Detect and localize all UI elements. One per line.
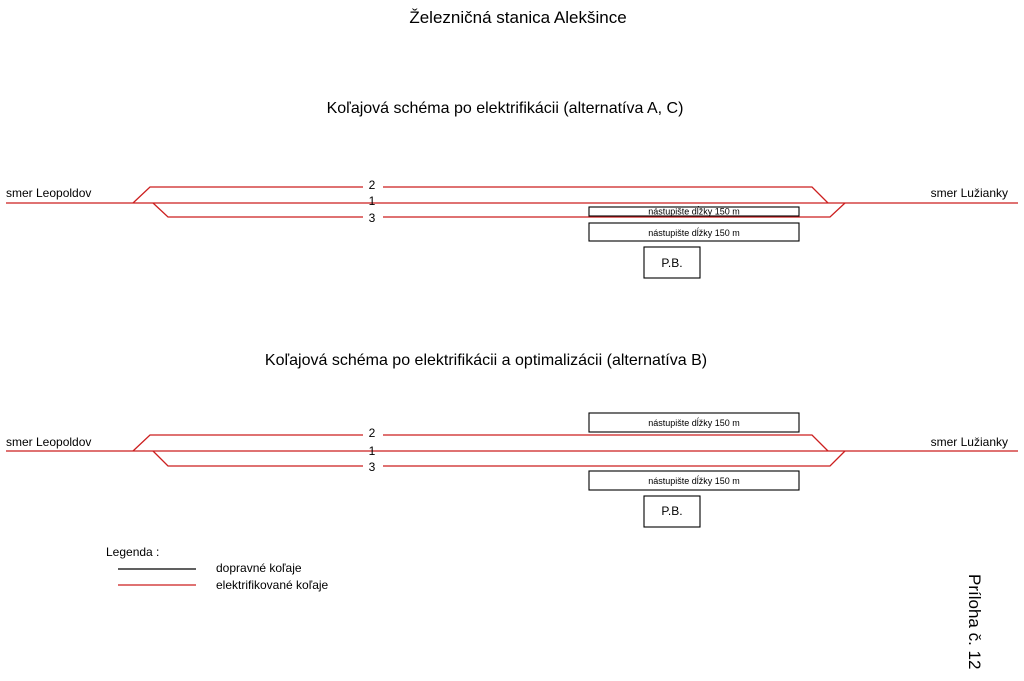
appendix-label: Príloha č. 12 — [965, 574, 984, 670]
scheme-2-track-label-1: 1 — [368, 444, 376, 458]
scheme-2-left-direction: smer Leopoldov — [6, 435, 92, 449]
legend-label-transport: dopravné koľaje — [216, 561, 302, 575]
scheme-1-track-label-2: 2 — [368, 178, 376, 192]
scheme-2-track-3-right — [383, 451, 845, 466]
scheme-1-track-label-1: 1 — [368, 194, 376, 208]
scheme-2-right-direction: smer Lužianky — [930, 435, 1008, 449]
scheme-2-building-label: P.B. — [661, 504, 683, 518]
scheme-1-platform-1-label: nástupište dĺžky 150 m — [648, 206, 740, 217]
scheme-1-track-3 — [153, 203, 363, 217]
scheme-1-building-label: P.B. — [661, 256, 683, 270]
legend-label-electrified: elektrifikované koľaje — [216, 578, 329, 592]
scheme-2-track-2-right — [383, 435, 828, 451]
scheme-2-platform-1-label: nástupište dĺžky 150 m — [648, 418, 740, 428]
scheme-2-track-label-3: 3 — [368, 460, 376, 474]
legend — [106, 545, 329, 592]
page-title: Železničná stanica Alekšince — [409, 8, 627, 27]
scheme-2-track-2 — [133, 435, 363, 451]
scheme-1-track-2-right — [383, 187, 828, 203]
legend-title: Legenda : — [106, 545, 160, 559]
scheme-1-left-direction: smer Leopoldov — [6, 186, 92, 200]
scheme-2-title: Koľajová schéma po elektrifikácii a optimalizácii (alternatíva B) — [264, 352, 708, 369]
scheme-1 — [6, 100, 1018, 278]
scheme-1-right-direction: smer Lužianky — [930, 186, 1008, 200]
scheme-1-platform-2-label: nástupište dĺžky 150 m — [648, 228, 740, 238]
scheme-2 — [6, 352, 1018, 527]
scheme-2-track-label-2: 2 — [368, 426, 376, 440]
scheme-1-track-label-3: 3 — [368, 211, 376, 225]
scheme-2-platform-2-label: nástupište dĺžky 150 m — [648, 476, 740, 486]
scheme-1-title: Koľajová schéma po elektrifikácii (alternatíva A, C) — [326, 100, 684, 117]
scheme-2-track-3 — [153, 451, 363, 466]
scheme-1-track-2 — [133, 187, 363, 203]
